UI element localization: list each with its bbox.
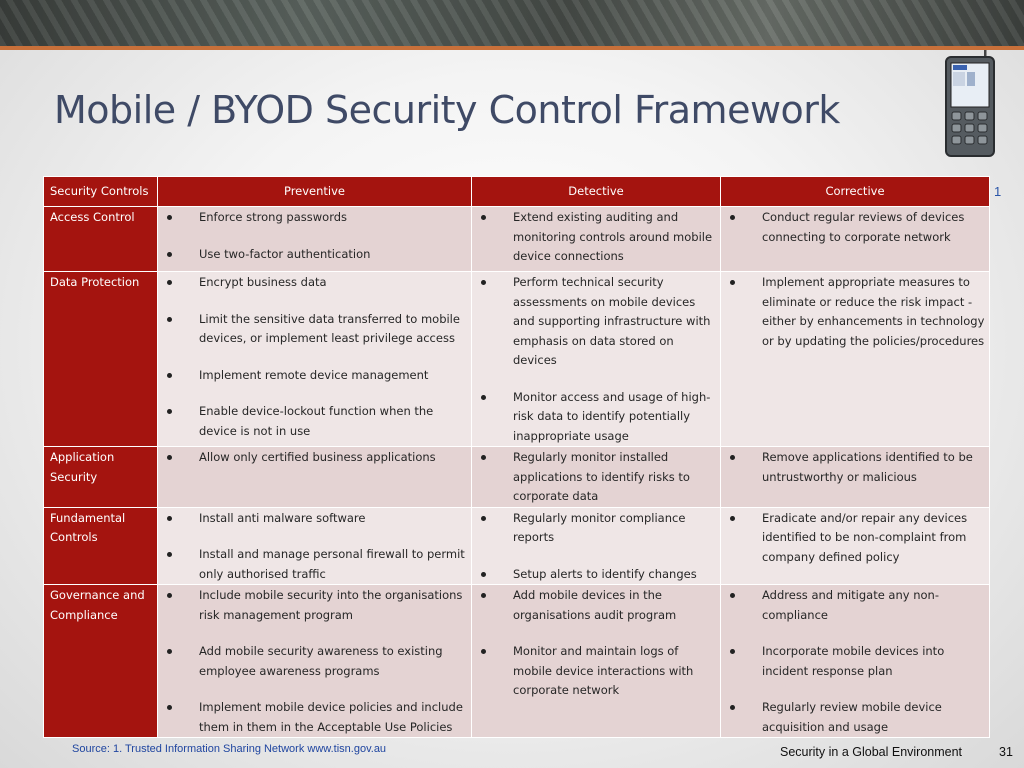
preventive-cell xyxy=(158,585,472,738)
list-item: Address and mitigate any non-compliance xyxy=(725,586,985,625)
list-item: Regularly monitor compliance reports xyxy=(476,509,716,548)
row-label: Data Protection xyxy=(44,272,158,447)
corrective-cell xyxy=(721,447,990,508)
header-preventive: Preventive xyxy=(158,177,472,207)
page-number: 31 xyxy=(999,745,1013,759)
list-item: Use two-factor authentication xyxy=(162,245,467,265)
table-row xyxy=(44,585,990,738)
list-item: Conduct regular reviews of devices connecting to corporate network xyxy=(725,208,985,247)
list-item: Enforce strong passwords xyxy=(162,208,467,228)
list-item: Incorporate mobile devices into incident response plan xyxy=(725,642,985,681)
mobile-phone-icon xyxy=(944,50,996,158)
list-item: Enable device-lockout function when the device is not in use xyxy=(162,402,467,441)
list-item: Monitor access and usage of high-risk data to identify potentially inappropriate usage xyxy=(476,388,716,447)
table-header-row xyxy=(44,177,990,207)
table-row xyxy=(44,272,990,447)
slide-title: Mobile / BYOD Security Control Framework xyxy=(54,88,840,132)
row-label: Governance and Compliance xyxy=(44,585,158,738)
list-item: Regularly review mobile device acquisition and usage xyxy=(725,698,985,737)
corrective-cell xyxy=(721,207,990,272)
security-controls-table xyxy=(43,176,990,738)
source-citation: Source: 1. Trusted Information Sharing Network www.tisn.gov.au xyxy=(72,743,387,755)
detective-cell xyxy=(472,585,721,738)
preventive-cell xyxy=(158,507,472,585)
preventive-cell xyxy=(158,207,472,272)
list-item: Limit the sensitive data transferred to mobile devices, or implement least privilege access xyxy=(162,310,467,349)
header-banner xyxy=(0,0,1024,46)
preventive-cell xyxy=(158,272,472,447)
list-item: Implement mobile device policies and include them in them in the Acceptable Use Policies xyxy=(162,698,467,737)
header-security-controls: Security Controls xyxy=(44,177,158,207)
row-label: Application Security xyxy=(44,447,158,508)
list-item: Implement appropriate measures to eliminate or reduce the risk impact - either by enhancements in technology or by updating the policies/procedures xyxy=(725,273,985,351)
list-item: Extend existing auditing and monitoring controls around mobile device connections xyxy=(476,208,716,267)
list-item: Install anti malware software xyxy=(162,509,467,529)
preventive-cell xyxy=(158,447,472,508)
list-item: Include mobile security into the organisations risk management program xyxy=(162,586,467,625)
detective-cell xyxy=(472,447,721,508)
row-label: Access Control xyxy=(44,207,158,272)
detective-cell xyxy=(472,272,721,447)
corrective-cell xyxy=(721,507,990,585)
footnote-marker: 1 xyxy=(994,184,1002,199)
list-item: Eradicate and/or repair any devices identified to be non-complaint from company defined policy xyxy=(725,509,985,568)
list-item: Regularly monitor installed applications to identify risks to corporate data xyxy=(476,448,716,507)
header-detective: Detective xyxy=(472,177,721,207)
list-item: Encrypt business data xyxy=(162,273,467,293)
table-row xyxy=(44,507,990,585)
corrective-cell xyxy=(721,585,990,738)
list-item: Setup alerts to identify changes xyxy=(476,565,716,585)
list-item: Perform technical security assessments on mobile devices and supporting infrastructure with emphasis on data stored on devices xyxy=(476,273,716,371)
detective-cell xyxy=(472,507,721,585)
list-item: Remove applications identified to be untrustworthy or malicious xyxy=(725,448,985,487)
table-row xyxy=(44,207,990,272)
footer-title: Security in a Global Environment xyxy=(780,745,963,759)
list-item: Allow only certified business applications xyxy=(162,448,467,468)
row-label: Fundamental Controls xyxy=(44,507,158,585)
list-item: Install and manage personal firewall to permit only authorised traffic xyxy=(162,545,467,584)
list-item: Monitor and maintain logs of mobile device interactions with corporate network xyxy=(476,642,716,701)
list-item: Implement remote device management xyxy=(162,366,467,386)
header-corrective: Corrective xyxy=(721,177,990,207)
list-item: Add mobile devices in the organisations audit program xyxy=(476,586,716,625)
header-accent-stripe xyxy=(0,46,1024,50)
table-row xyxy=(44,447,990,508)
corrective-cell xyxy=(721,272,990,447)
detective-cell xyxy=(472,207,721,272)
list-item: Add mobile security awareness to existing employee awareness programs xyxy=(162,642,467,681)
